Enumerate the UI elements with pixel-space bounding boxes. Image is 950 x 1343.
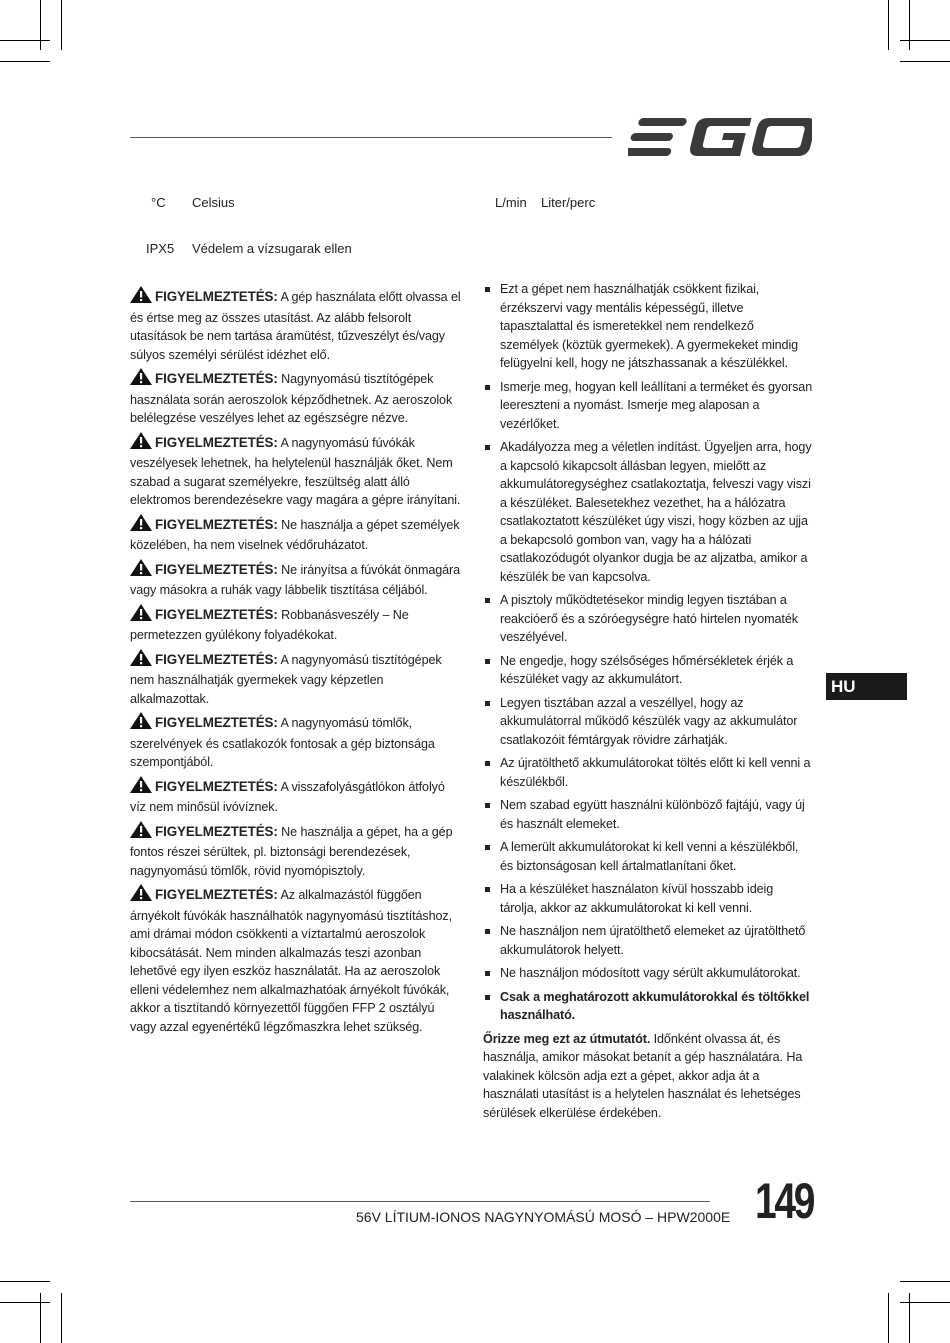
warning-paragraph [130, 776, 462, 817]
list-item [483, 280, 813, 373]
abbr-symbol: IPX5 [146, 241, 175, 256]
language-tab: HU [826, 673, 907, 700]
warnings-column [130, 286, 462, 1040]
warning-paragraph [130, 286, 462, 364]
list-item-text: A pisztoly működtetésekor mindig legyen tisztában a reakcióerő és a szóróegységre ható hirtelen nyomaték veszélyével. [500, 593, 798, 644]
crop-mark [61, 1293, 62, 1343]
warning-label: FIGYELMEZTETÉS: [155, 434, 278, 450]
warning-label: FIGYELMEZTETÉS: [155, 823, 278, 839]
warning-triangle-icon [130, 368, 152, 391]
list-item-text: Az újratölthető akkumulátorokat töltés előtt ki kell venni a készülékből. [500, 756, 811, 789]
list-item [483, 838, 813, 875]
list-item [483, 378, 813, 434]
crop-mark [900, 1302, 950, 1303]
ego-logo [628, 116, 812, 163]
crop-mark [909, 1293, 910, 1343]
warning-triangle-icon [130, 432, 152, 455]
warning-paragraph [130, 368, 462, 428]
abbr-symbol: L/min [495, 195, 527, 210]
warning-triangle-icon [130, 559, 152, 582]
bullet-square-icon [485, 929, 490, 934]
warning-text: A nagynyomású tömlők, szerelvények és csatlakozók fontosak a gép biztonsága szempontjából. [130, 716, 435, 769]
bullet-square-icon [485, 598, 490, 603]
keep-manual-bold: Őrizze meg ezt az útmutatót. [483, 1031, 651, 1046]
crop-mark [888, 0, 889, 50]
list-item-text: Legyen tisztában azzal a veszéllyel, hogy az akkumulátorral működő készülék vagy az akkumulátor csatlakozóit fémtárgyak rövidre zárhatják. [500, 695, 798, 747]
bullet-square-icon [485, 887, 490, 892]
safety-column [483, 280, 813, 1135]
warning-triangle-icon [130, 604, 152, 627]
warning-paragraph [130, 559, 462, 600]
warning-text: A gép használata előtt olvassa el és értse meg az összes utasítást. Az alább felsorolt utasítások be nem tartása áramütést, tűzveszélyt és/vagy súlyos személyi sérülést idézhet elő. [130, 290, 461, 362]
warning-triangle-icon [130, 776, 152, 799]
abbr-meaning: Liter/perc [541, 195, 596, 210]
warning-paragraph [130, 432, 462, 510]
warning-triangle-icon [130, 514, 152, 537]
abbr-meaning: Celsius [192, 195, 235, 210]
crop-mark [900, 61, 950, 62]
list-item [483, 694, 813, 750]
abbr-symbol: °C [151, 195, 166, 210]
warning-text: Ne irányítsa a fúvókát önmagára vagy másokra a ruhák vagy lábbelik tisztítása céljából. [130, 562, 461, 597]
warning-text: Az alkalmazástól függően árnyékolt fúvókák használhatók nagynyomású tisztításhoz, ami drámai módon csökkenti a víztartalmú aeroszolok kibocsátását. Nem minden alkalmazás teszi azonban lehetővé egy ilyen eszköz használatát. Ha az aeroszolok elleni védelemhez nem alkalmazhatóak árnyékolt fúvókák, akkor a tisztítandó környezettől függően FFP 2 osztályú vagy azzal egyenértékű légzőmaszkra lehet szükség. [130, 888, 453, 1034]
warning-text: A visszafolyásgátlókon átfolyó víz nem minősül ivóvíznek. [130, 779, 445, 814]
warning-triangle-icon [130, 286, 152, 309]
list-item-text: Ezt a gépet nem használhatják csökkent fizikai, érzékszervi vagy mentális képességű, illetve tapasztalattal és ismeretekkel nem rendelkező személyek (köztük gyermekek). A gyermekeket mindig felügyelni kell, hogy ne játszhassanak a készülékkel. [500, 282, 799, 370]
warning-paragraph [130, 649, 462, 709]
warning-label: FIGYELMEZTETÉS: [155, 371, 278, 386]
crop-mark [40, 0, 41, 50]
list-item-text: Ne engedje, hogy szélsőséges hőmérsékletek érjék a készüléket vagy az akkumulátort. [500, 653, 794, 686]
bullet-square-icon [485, 995, 490, 1000]
warning-paragraph [130, 712, 462, 772]
bullet-square-icon [485, 287, 490, 292]
list-item [483, 652, 813, 689]
list-item [483, 438, 813, 586]
bullet-square-icon [485, 385, 490, 390]
warning-label: FIGYELMEZTETÉS: [155, 289, 278, 304]
bullet-square-icon [485, 845, 490, 850]
keep-manual-text: Időnként olvassa át, és használja, amikor másokat betanít a gép használatára. Ha valakinek kölcsön adja ezt a gépet, akkor adja át a használati utasítást is a helytelen használat és lehetséges sérülések elkerülése érdekében. [483, 1031, 803, 1120]
crop-mark [888, 1293, 889, 1343]
warning-text: Robbanásveszély – Ne permetezzen gyúlékony folyadékokat. [130, 607, 409, 642]
list-item [483, 964, 813, 983]
warning-text: Ne használja a gépet személyek közelében, ha nem viselnek védőruházatot. [130, 517, 460, 552]
keep-manual-note [483, 1030, 813, 1123]
list-item [483, 880, 813, 917]
bullet-square-icon [485, 701, 490, 706]
warning-paragraph [130, 884, 462, 1036]
crop-mark [0, 40, 50, 41]
crop-mark [40, 1293, 41, 1343]
list-item [483, 988, 813, 1025]
bullet-square-icon [485, 445, 490, 450]
crop-mark [0, 61, 50, 62]
warning-triangle-icon [130, 712, 152, 735]
crop-mark [0, 1281, 50, 1282]
warning-triangle-icon [130, 884, 152, 907]
header-rule [130, 137, 612, 138]
bullet-square-icon [485, 761, 490, 766]
list-item-text: Ne használjon módosított vagy sérült akkumulátorokat. [500, 966, 801, 980]
crop-mark [0, 1302, 50, 1303]
footer-title: 56V LÍTIUM-IONOS NAGYNYOMÁSÚ MOSÓ – HPW2000E [356, 1209, 731, 1225]
list-item-text: Csak a meghatározott akkumulátorokkal és töltőkkel használható. [500, 989, 810, 1022]
list-item-text: Nem szabad együtt használni különböző fajtájú, vagy új és használt elemeket. [500, 798, 805, 831]
abbr-meaning: Védelem a vízsugarak ellen [192, 241, 352, 256]
warning-label: FIGYELMEZTETÉS: [155, 887, 278, 902]
list-item [483, 796, 813, 833]
warning-label: FIGYELMEZTETÉS: [155, 715, 278, 730]
list-item-text: A lemerült akkumulátorokat ki kell venni a készülékből, és biztonságosan kell ártalmatlanítani őket. [500, 840, 799, 873]
warning-text: A nagynyomású tisztítógépek nem használhatják gyermekek vagy képzetlen alkalmazottak. [130, 652, 442, 706]
warning-paragraph [130, 514, 462, 555]
warning-text: Nagynyomású tisztítógépek használata során aeroszolok képződhetnek. Az aeroszolok belélegzése veszélyes lehet az egészségre nézve. [130, 372, 453, 425]
page-number: 149 [755, 1173, 814, 1229]
list-item-text: Ismerje meg, hogyan kell leállítani a terméket és gyorsan leereszteni a nyomást. Ismerje meg alaposan a vezérlőket. [500, 379, 813, 431]
footer-rule [130, 1201, 710, 1202]
warning-triangle-icon [130, 649, 152, 672]
warning-label: FIGYELMEZTETÉS: [155, 778, 278, 794]
bullet-square-icon [485, 803, 490, 808]
warning-label: FIGYELMEZTETÉS: [155, 561, 278, 577]
list-item [483, 922, 813, 959]
crop-mark [909, 0, 910, 50]
list-item-text: Ha a készüléket használaton kívül hosszabb ideig tárolja, akkor az akkumulátorokat ki kell venni. [500, 882, 774, 915]
warning-label: FIGYELMEZTETÉS: [155, 606, 278, 622]
warning-triangle-icon [130, 821, 152, 844]
bullet-square-icon [485, 659, 490, 664]
list-item-text: Ne használjon nem újratölthető elemeket az újratölthető akkumulátorok helyett. [500, 924, 806, 957]
list-item [483, 754, 813, 791]
warning-paragraph [130, 821, 462, 881]
crop-mark [900, 40, 950, 41]
warning-label: FIGYELMEZTETÉS: [155, 516, 278, 532]
list-item-text: Akadályozza meg a véletlen indítást. Ügyeljen arra, hogy a kapcsoló kikapcsolt állásban legyen, mielőtt az akkumulátoregységhez csatlakoztatja, felveszi vagy viszi a készüléket. Balesetekhez vezethet, ha a hálózatra csatlakoztatott készüléket úgy viszi, hogy közben az ujja a bekapcsoló gombon van, vagy ha a hálózati csatlakozódugót olyankor dugja be az aljzatba, amikor a készülék be van kapcsolva. [500, 440, 812, 584]
crop-mark [900, 1281, 950, 1282]
warning-text: Ne használja a gépet, ha a gép fontos részei sérültek, pl. biztonsági berendezések, nagynyomású tömlők, rövid nyomópisztoly. [130, 824, 453, 878]
bullet-square-icon [485, 971, 490, 976]
list-item [483, 591, 813, 647]
warning-label: FIGYELMEZTETÉS: [155, 651, 278, 667]
safety-list [483, 280, 813, 1025]
warning-text: A nagynyomású fúvókák veszélyesek lehetnek, ha helytelenül használják őket. Nem szabad a sugarat személyekre, feszültség alatt álló elektromos berendezésekre vagy magára a gépre irányítani. [130, 435, 461, 507]
warning-paragraph [130, 604, 462, 645]
crop-mark [61, 0, 62, 50]
